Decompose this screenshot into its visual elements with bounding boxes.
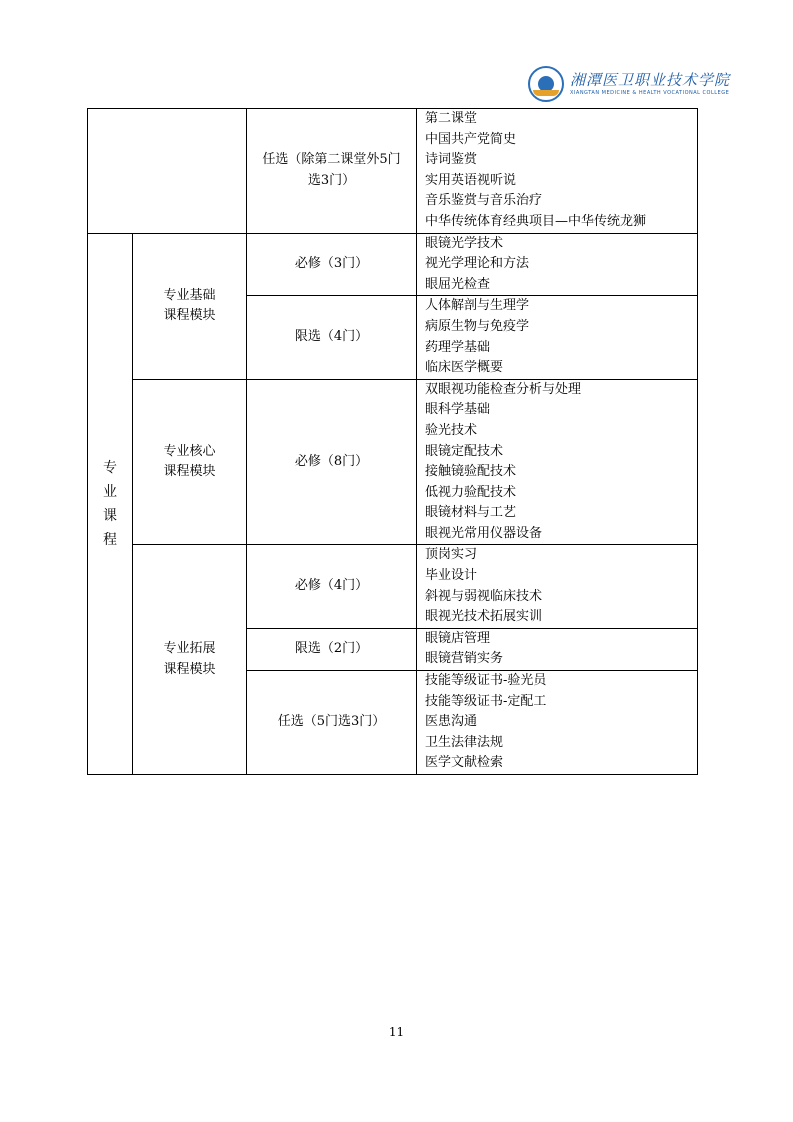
school-name-en: XIANGTAN MEDICINE & HEALTH VOCATIONAL COLLEGE (570, 90, 730, 96)
school-logo-icon (528, 66, 564, 102)
curriculum-table (87, 108, 698, 775)
module-name-line: 课程模块 (163, 308, 216, 324)
course-list-cell (417, 379, 698, 545)
category-label: 专 业 课 程 (103, 459, 117, 548)
table-row (88, 109, 698, 234)
course-item: 药理学基础 (425, 339, 491, 355)
course-item: 眼镜光学技术 (425, 235, 504, 251)
course-item: 实用英语视听说 (425, 172, 517, 188)
course-list-cell (417, 545, 698, 628)
course-type-line: 任选（除第二课堂外5门 (262, 152, 401, 168)
course-item: 技能等级证书-定配工 (425, 693, 547, 709)
module-name-cell (133, 233, 247, 379)
course-list-cell (417, 628, 698, 670)
course-item: 视光学理论和方法 (425, 256, 530, 272)
course-type-cell: 必修（4门） (247, 545, 417, 628)
course-item: 音乐鉴赏与音乐治疗 (425, 193, 543, 209)
module-name-line: 专业基础 (163, 287, 216, 303)
course-list-cell (417, 296, 698, 379)
course-item: 低视力验配技术 (425, 484, 517, 500)
course-item: 医患沟通 (425, 714, 478, 730)
course-item: 眼视光常用仪器设备 (425, 525, 543, 541)
course-type-line: 选3门） (307, 172, 356, 188)
course-item: 眼镜店管理 (425, 630, 491, 646)
course-item: 眼科学基础 (425, 402, 491, 418)
course-type-cell: 限选（4门） (247, 296, 417, 379)
course-item: 毕业设计 (425, 568, 478, 584)
course-item: 中国共产党简史 (425, 131, 517, 147)
module-name-line: 课程模块 (163, 661, 216, 677)
module-name-cell (133, 545, 247, 775)
category-cell (88, 233, 133, 774)
empty-cell (88, 109, 247, 234)
page-number: 11 (388, 1025, 405, 1039)
course-item: 眼屈光检查 (425, 276, 491, 292)
course-item: 眼视光技术拓展实训 (425, 609, 543, 625)
course-item: 医学文献检索 (425, 755, 504, 771)
module-name-cell (133, 379, 247, 545)
course-item: 接触镜验配技术 (425, 464, 517, 480)
school-name-cn: 湘潭医卫职业技术学院 (570, 71, 731, 89)
course-type-cell: 限选（2门） (247, 628, 417, 670)
course-item: 中华传统体育经典项目—中华传统龙狮 (425, 213, 647, 229)
course-type-cell: 必修（3门） (247, 233, 417, 296)
course-item: 眼镜材料与工艺 (425, 505, 517, 521)
course-type-cell (247, 109, 417, 234)
course-item: 眼镜营销实务 (425, 651, 504, 667)
course-item: 斜视与弱视临床技术 (425, 588, 543, 604)
course-item: 卫生法律法规 (425, 734, 504, 750)
course-list-cell (417, 233, 698, 296)
module-name-line: 专业核心 (163, 443, 216, 459)
course-list-cell (417, 671, 698, 775)
course-item: 顶岗实习 (425, 547, 478, 563)
course-list-cell (417, 109, 698, 234)
course-item: 病原生物与免疫学 (425, 318, 530, 334)
course-item: 人体解剖与生理学 (425, 298, 530, 314)
course-item: 临床医学概要 (425, 360, 504, 376)
table-row (88, 233, 698, 296)
table-row (88, 545, 698, 628)
table-row (88, 379, 698, 545)
course-item: 第二课堂 (425, 111, 478, 126)
course-item: 双眼视功能检查分析与处理 (425, 381, 582, 397)
course-item: 技能等级证书-验光员 (425, 673, 547, 689)
course-item: 诗词鉴赏 (425, 152, 478, 168)
course-type-cell: 必修（8门） (247, 379, 417, 545)
module-name-line: 专业拓展 (163, 641, 216, 657)
course-item: 验光技术 (425, 422, 478, 438)
course-type-cell: 任选（5门选3门） (247, 671, 417, 775)
course-item: 眼镜定配技术 (425, 443, 504, 459)
module-name-line: 课程模块 (163, 464, 216, 480)
school-header (528, 66, 731, 106)
